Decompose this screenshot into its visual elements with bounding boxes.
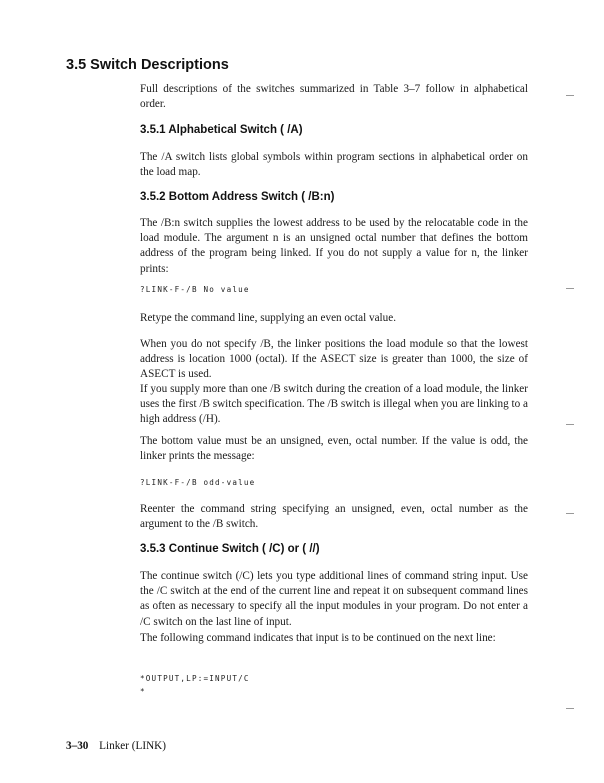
- bottom-address-paragraph-2: Retype the command line, supplying an even octal value.: [140, 312, 396, 324]
- bottom-address-paragraph-6: Reenter the command string specifying an unsigned, even, octal number as the argument to the /B switch.: [140, 503, 528, 531]
- section-title: 3.5 Switch Descriptions: [66, 57, 229, 73]
- footer-title: Linker (LINK): [99, 740, 166, 752]
- bottom-address-paragraph-5: The bottom value must be an unsigned, even, octal number. If the value is odd, the linker prints the message:: [140, 435, 528, 463]
- continue-paragraph-2: The following command indicates that input is to be continued on the next line:: [140, 632, 496, 644]
- code-odd-value: ?LINK-F-/B odd-value: [140, 478, 256, 487]
- code-prompt: *: [140, 687, 146, 696]
- bottom-address-paragraph-3: When you do not specify /B, the linker positions the load module so that the lowest address is location 1000 (octal). If the ASECT size is greater than 1000, the size of ASECT is used.: [140, 338, 528, 381]
- code-continue-command: *OUTPUT,LP:=INPUT/C: [140, 674, 250, 683]
- page-number: 3–30: [66, 740, 89, 752]
- bottom-address-paragraph-4: If you supply more than one /B switch during the creation of a load module, the linker uses the first /B switch specification. The /B switch is illegal when you are linking to a high address (/H).: [140, 383, 528, 426]
- margin-mark: [566, 95, 574, 96]
- subsection-heading-alphabetical: 3.5.1 Alphabetical Switch ( /A): [140, 124, 303, 136]
- page-footer: [66, 740, 166, 752]
- subsection-heading-continue: 3.5.3 Continue Switch ( /C) or ( //): [140, 543, 320, 555]
- bottom-address-block-4: [140, 382, 528, 428]
- bottom-address-block-1: [140, 216, 528, 277]
- intro-block: [140, 82, 528, 112]
- code-no-value: ?LINK-F-/B No value: [140, 285, 250, 294]
- bottom-address-block-3: [140, 337, 528, 383]
- bottom-address-block-5: [140, 434, 528, 464]
- bottom-address-block-6: [140, 502, 528, 532]
- margin-mark: [566, 288, 574, 289]
- bottom-address-paragraph-1: The /B:n switch supplies the lowest address to be used by the relocatable code in the load module. The argument n is an unsigned octal number that defines the bottom address of the program being linked. If you do not supply a value for n, the linker prints:: [140, 217, 528, 275]
- continue-block-2: [140, 631, 528, 646]
- bottom-address-block-2: [140, 311, 528, 326]
- continue-paragraph-1: The continue switch (/C) lets you type additional lines of command string input. Use the /C switch at the end of the current line and repeat it on subsequent command lines as often as necessary to specify all the input modules in your program. Do not enter a /C switch on the last line of input.: [140, 570, 528, 628]
- continue-block-1: [140, 569, 528, 630]
- intro-paragraph: Full descriptions of the switches summarized in Table 3–7 follow in alphabetical order.: [140, 83, 528, 111]
- alphabetical-block: [140, 150, 528, 180]
- margin-mark: [566, 513, 574, 514]
- subsection-heading-bottom-address: 3.5.2 Bottom Address Switch ( /B:n): [140, 191, 335, 203]
- margin-mark: [566, 424, 574, 425]
- margin-mark: [566, 708, 574, 709]
- alphabetical-paragraph: The /A switch lists global symbols within program sections in alphabetical order on the load map.: [140, 151, 528, 179]
